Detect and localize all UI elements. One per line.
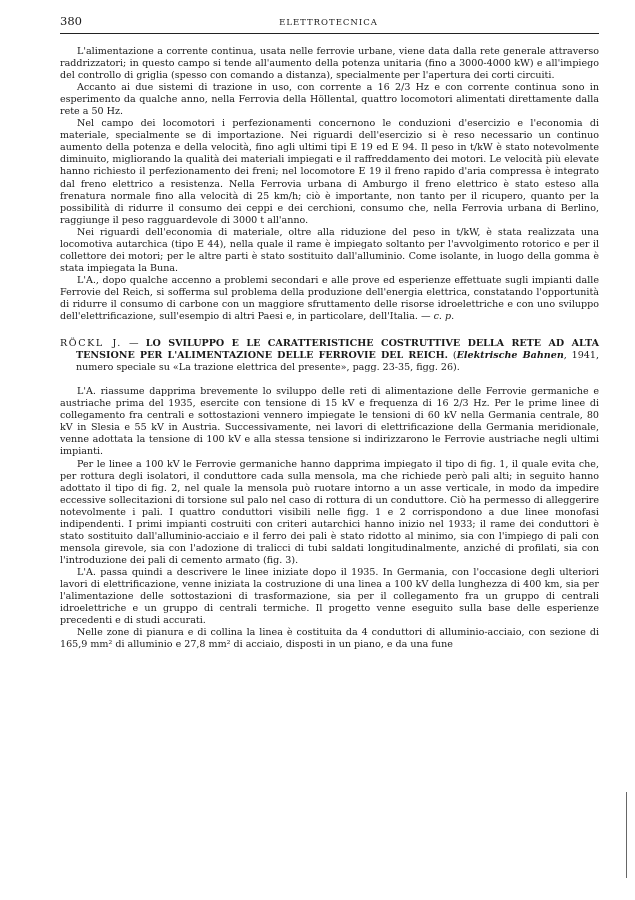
summary-paragraph: L'alimentazione a corrente continua, usata nelle ferrovie urbane, viene data dalla rete generale attraverso raddrizzatori; in questo campo si tende all'aumento della potenza unitaria (fino a 3000-4000 kW) e all'impiego del controllo di griglia (spesso con comando a distanza), specialmente per l'apertura dei corti circuiti. bbox=[60, 46, 599, 82]
review-paragraph: L'A. riassume dapprima brevemente lo sviluppo delle reti di alimentazione delle Ferrovie germaniche e austriache prima del 1935, esercite con tensione di 15 kV e frequenza di 16 2/3 Hz. Per le prime linee di collegamento fra centrali e sottostazioni vennero impiegate le tensioni di 60 kV nella Germania centrale, 80 kV in Slesia e 55 kV in Austria. Successivamente, nei lavori di elettrificazione della Germania meridionale, venne adottata la tensione di 100 kV e alla stessa tensione si indirizzarono le Ferrovie austriache negli ultimi impianti. bbox=[60, 386, 599, 458]
citation-open: ( bbox=[452, 350, 457, 362]
review-paragraph: Per le linee a 100 kV le Ferrovie germaniche hanno dapprima impiegato il tipo di fig. 1, il quale evita che, per rottura degli isolatori, il conduttore cada sulla mensola, ma che richiede però pali alti; in seguito hanno adottato il tipo di fig. 2, nel quale la mensola può ruotare intorno a un asse verticale, in modo da impedire eccessive sollecitazioni di torsione sul palo nel caso di rottura di un conduttore. Ciò ha permesso di alleggerire notevolmente i pali. I quattro conduttori visibili nelle figg. 1 e 2 corrispondono a due linee monofasi indipendenti. I primi impianti costruiti con criteri autarchici hanno inizio nel 1933; il rame dei conduttori è stato sostituito dall'alluminio-acciaio e il ferro dei pali è stato ridotto al minimo, sia con l'impiego di pali con mensola girevole, sia con l'adozione di tralicci di tubi saldati longitudinalmente, anziché di profilati, sia con l'introduzione dei pali di cemento armato (fig. 3). bbox=[60, 458, 599, 566]
header-rule bbox=[60, 33, 599, 34]
review-entry bbox=[60, 338, 599, 651]
page-header bbox=[60, 14, 599, 30]
reviewer-initials: c. p. bbox=[433, 311, 455, 323]
review-heading bbox=[60, 338, 599, 374]
citation-details: , 1941, numero speciale su «La trazione elettrica del presente», pagg. 23-35, figg. 26). bbox=[76, 350, 599, 374]
summary-paragraph: Nei riguardi dell'economia di materiale, oltre alla riduzione del peso in t/kW, è stata realizzata una locomotiva autarchica (tipo E 44), nella quale il rame è impiegato soltanto per l'avvolgimento rotorico e per il collettore dei motori; per le altre parti è stato sostituito dall'alluminio. Come isolante, in luogo della gomma è stata impiegata la Buna. bbox=[60, 226, 599, 274]
heading-dash: — bbox=[121, 338, 146, 350]
review-paragraph: Nelle zone di pianura e di collina la linea è costituita da 4 conduttori di alluminio-acciaio, con sezione di 165,9 mm² di alluminio e 27,8 mm² di acciaio, disposti in un piano, e da una fune bbox=[60, 627, 599, 651]
running-title: ELETTROTECNICA bbox=[279, 18, 378, 28]
summary-text: L'A., dopo qualche accenno a problemi secondari e alle prove ed esperienze effettuate sugli impianti dalle Ferrovie del Reich, si sofferma sul problema della produzione dell'energia elettrica, constatando l'opportunità di ridurre il consumo di carbone con un maggiore sfruttamento delle risorse idroelettriche e con uno sviluppo dell'elettrificazione, sull'esempio di altri Paesi e, in particolare, dell'Italia. — bbox=[60, 274, 599, 323]
review-title: LO SVILUPPO E LE CARATTERISTICHE COSTRUTTIVE DELLA RETE AD ALTA TENSIONE PER L'ALIMENTAZIONE DELLE FERROVIE DEL REICH. bbox=[76, 338, 599, 362]
scan-edge-mark bbox=[626, 792, 627, 878]
review-author: RÖCKL J. bbox=[60, 338, 122, 350]
previous-review-summary bbox=[60, 46, 599, 323]
journal-name: Elektrische Bahnen bbox=[456, 350, 564, 362]
summary-paragraph-final bbox=[60, 275, 599, 323]
summary-paragraph: Accanto ai due sistemi di trazione in uso, con corrente a 16 2/3 Hz e con corrente continua sono in esperimento da qualche anno, nella Ferrovia della Höllental, quattro locomotori alimentati direttamente dalla rete a 50 Hz. bbox=[60, 82, 599, 118]
page-number: 380 bbox=[60, 14, 82, 28]
summary-paragraph: Nel campo dei locomotori i perfezionamenti concernono le conduzioni d'esercizio e l'economia di materiale, specialmente se di importazione. Nei riguardi dell'esercizio si è reso necessario un continuo aumento della potenza e della velocità, fino agli ultimi tipi E 19 ed E 94. Il peso in t/kW è stato notevolmente diminuito, migliorando la qualità dei materiali impiegati e il raffreddamento dei motori. Le velocità più elevate hanno richiesto il perfezionamento dei freni; nel locomotore E 19 il freno rapido d'aria compressa è integrato dal freno elettrico a resistenza. Nella Ferrovia urbana di Amburgo il freno elettrico è stato esteso alla frenatura normale fino alla velocità di 25 km/h; ciò è importante, non tanto per il ricupero, quanto per la possibilità di ridurre il consumo dei ceppi e dei cerchioni, consumo che, nella Ferrovia urbana di Berlino, raggiunge il peso ragguardevole di 3000 t all'anno. bbox=[60, 118, 599, 226]
review-paragraph: L'A. passa quindi a descrivere le linee iniziate dopo il 1935. In Germania, con l'occasione degli ulteriori lavori di elettrificazione, venne iniziata la costruzione di una linea a 100 kV della lunghezza di 400 km, sia per l'alimentazione delle sottostazioni di trasformazione, sia per il collegamento fra un gruppo di centrali idroelettriche e un gruppo di centrali termiche. Il progetto venne eseguito sulla base delle esperienze precedenti e di studi accurati. bbox=[60, 566, 599, 627]
